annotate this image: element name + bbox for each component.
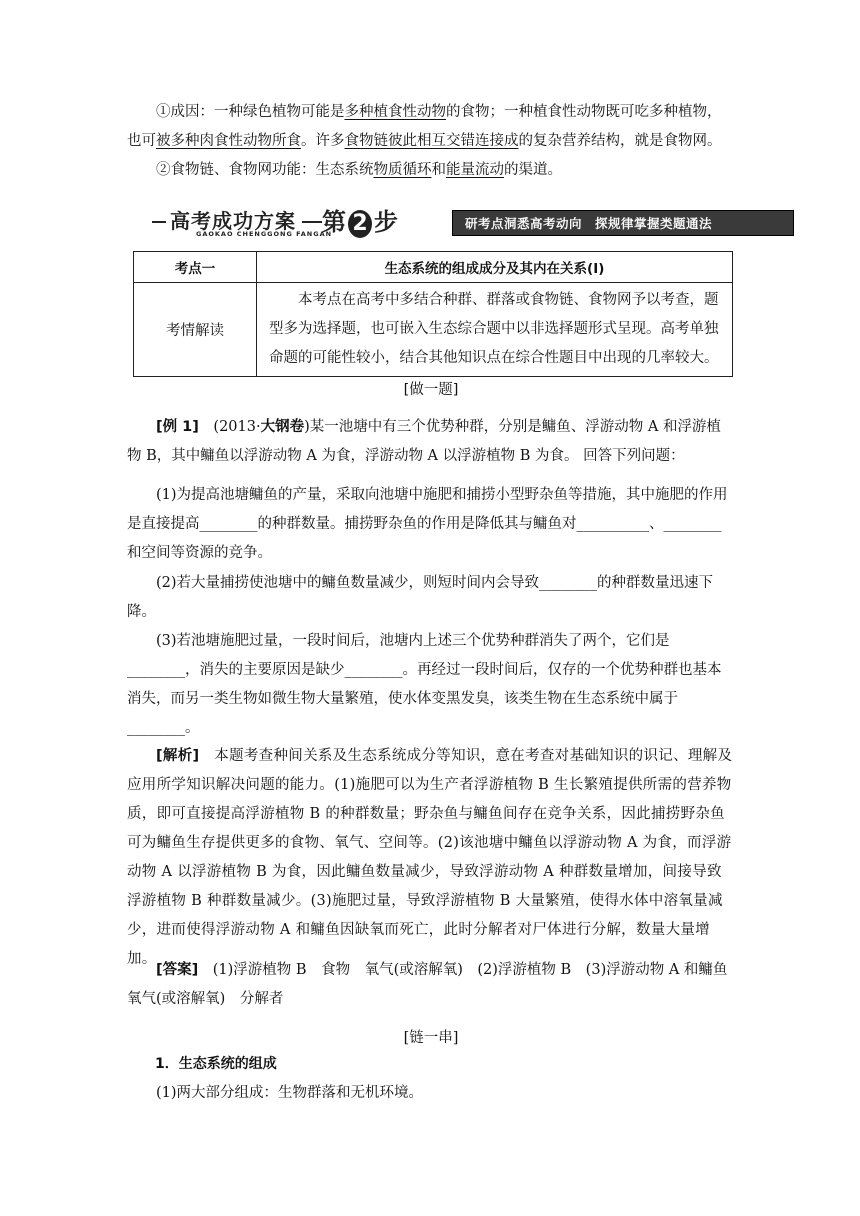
source-text: ) <box>304 419 310 435</box>
analysis-paragraph <box>127 742 735 974</box>
banner-title: 高考成功方案 <box>170 209 296 233</box>
source-text: (2013· <box>213 419 261 435</box>
answer-text: (1)浮游植物 B 食物 氧气(或溶解氧) (2)浮游植物 B (3)浮游动物 A 和鳙鱼 氧气(或溶解氧) 分解者 <box>127 962 742 1007</box>
topic-title-cell: 生态系统的组成成分及其内在关系(Ⅰ) <box>257 252 733 283</box>
stem-text: 某一池塘中有三个优势种群，分别是鳙鱼、浮游动物 A 和浮游植物 B，其中鳙鱼以浮游动物 A 为食，浮游动物 A 以浮游植物 B 为食。 回答下列问题： <box>127 419 721 464</box>
table-header-row <box>134 252 733 283</box>
step-number-badge: 2 <box>348 210 372 238</box>
example-tag: [例 1] <box>156 419 199 435</box>
question-1: (1)为提高池塘鳙鱼的产量，采取向池塘中施肥和捕捞小型野杂鱼等措施，其中施肥的作用是直接提高________的种群数量。捕捞野杂鱼的作用是降低其与鳙鱼对__________、________和空间等资源的竞争。 <box>127 487 728 561</box>
intro-line-1 <box>127 98 735 127</box>
section-heading-chain: [链一串] <box>403 1030 459 1046</box>
point-subline: (1)两大部分组成：生物群落和无机环境。 <box>156 1085 424 1101</box>
text-span: ②食物链、食物网功能：生态系统 <box>156 162 374 178</box>
underlined-term: 能量流动 <box>446 162 504 178</box>
source-bold: 大钢卷 <box>260 419 305 435</box>
row-text-cell: 本考点在高考中多结合种群、群落或食物链、食物网予以考查，题型多为选择题，也可嵌入生态综合题中以非选择题形式呈现。高考单独命题的可能性较小，结合其他知识点在综合性题目中出现的几率较大。 <box>257 283 733 377</box>
intro-line-2 <box>127 127 735 156</box>
text-span: 和 <box>431 162 446 178</box>
answer-tag: [答案] <box>156 962 199 978</box>
intro-line-3 <box>127 156 735 185</box>
row-label-cell: 考情解读 <box>134 283 257 377</box>
text-span: 。许多 <box>301 133 345 149</box>
banner-slogan-bar <box>452 210 794 236</box>
underlined-term: 被多种肉食性动物所食 <box>156 133 301 149</box>
text-span: 的复杂营养结构，就是食物网。 <box>518 133 722 149</box>
topic-table <box>133 251 733 377</box>
answer-paragraph <box>127 956 742 1014</box>
step-suffix: 步 <box>374 208 398 236</box>
section-heading-do: [做一题] <box>403 382 459 398</box>
underlined-term: 多种植食性动物 <box>344 104 446 120</box>
text-span: 的食物；一种植食性动物既可吃多种植物， <box>446 104 722 120</box>
example-stem <box>127 413 735 471</box>
question-2: (2)若大量捕捞使池塘中的鳙鱼数量减少，则短时间内会导致________的种群数量迅速下降。 <box>127 575 714 620</box>
underlined-term: 食物链彼此相互交错连接成 <box>344 133 519 149</box>
text-span: 的渠道。 <box>504 162 562 178</box>
underlined-term: 物质循环 <box>373 162 432 178</box>
section-banner <box>152 204 792 242</box>
analysis-text: 本题考查种间关系及生态系统成分等知识，意在考查对基础知识的识记、理解及应用所学知识解决问题的能力。(1)施肥可以为生产者浮游植物 B 生长繁殖提供所需的营养物质，即可直接提高浮游植物 B 的种群数量；野杂鱼与鳙鱼间存在竞争关系，因此捕捞野杂鱼可为鳙鱼生存提供更多的食物、氧气、空间等。(2)该池塘中鳙鱼以浮游动物 A 为食，而浮游动物 A 以浮游植物 B 为食，因此鳙鱼数量减少，导致浮游动物 A 种群数量增加，间接导致浮游植物 B 种群数量减少。(3)施肥过量，导致浮游植物 B 大量繁殖，使得水体中溶氧量减少，进而使得浮游动物 A 和鳙鱼因缺氧而死亡，此时分解者对尸体进行分解，数量大量增加。 <box>127 748 733 967</box>
table-row <box>134 283 733 377</box>
text-span: ①成因：一种绿色植物可能是 <box>156 104 345 120</box>
banner-rule <box>302 221 322 223</box>
banner-slogan: 研考点洞悉高考动向 探规律掌握类题通法 <box>465 216 713 231</box>
banner-rule <box>152 221 166 223</box>
text-span: 也可 <box>127 133 156 149</box>
topic-number-cell: 考点一 <box>134 252 257 283</box>
step-prefix: 第 <box>322 208 346 236</box>
point-heading: 1．生态系统的组成 <box>155 1056 277 1072</box>
question-3: (3)若池塘施肥过量，一段时间后，池塘内上述三个优势种群消失了两个，它们是________，消失的主要原因是缺少________。再经过一段时间后，仅存的一个优势种群也基本消失，而另一类生物如微生物大量繁殖，使水体变黑发臭，该类生物在生态系统中属于________。 <box>127 633 722 736</box>
analysis-tag: [解析] <box>156 748 200 764</box>
banner-step <box>322 202 398 238</box>
banner-pinyin: GAOKAO CHENGGONG FANGAN <box>196 230 333 238</box>
